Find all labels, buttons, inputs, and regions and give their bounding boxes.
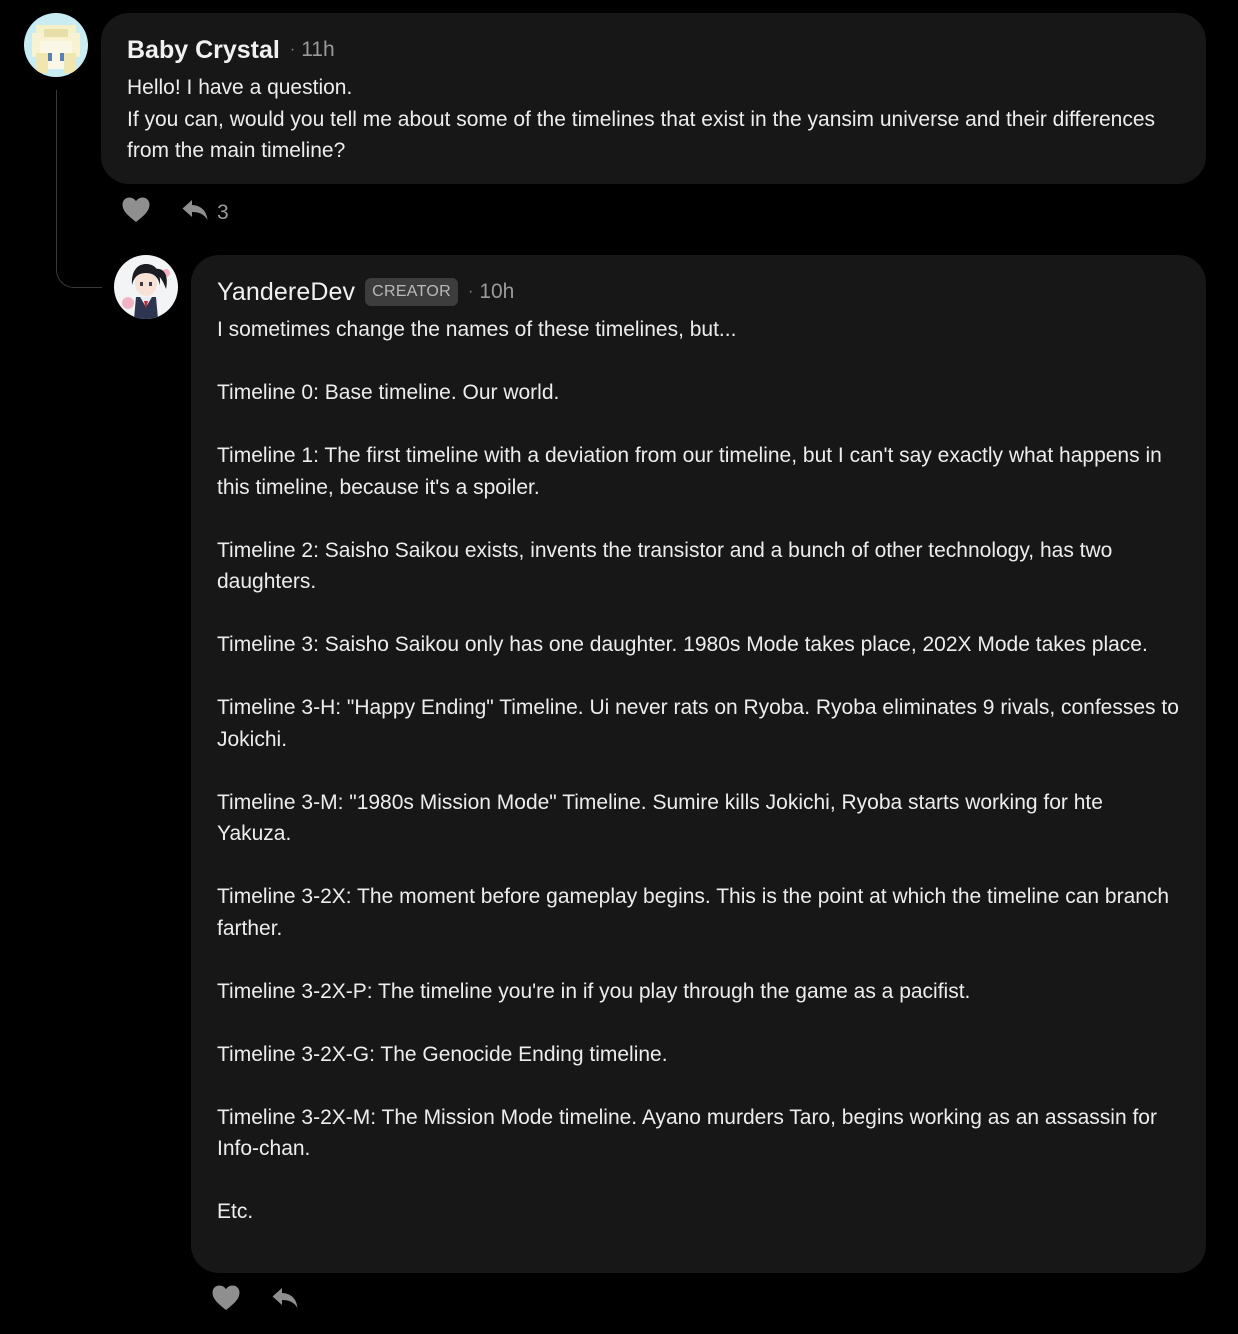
- avatar-yanderedev[interactable]: [114, 255, 178, 319]
- comment-text: Hello! I have a question. If you can, would you tell me about some of the timelines that exist in the yansim universe and their differences from the main timeline?: [127, 76, 1155, 162]
- separator-dot: ·: [467, 283, 474, 300]
- thread-connector-line: [56, 90, 102, 288]
- timestamp: 10h: [479, 280, 515, 303]
- heart-icon[interactable]: [211, 1284, 241, 1318]
- avatar-baby-crystal[interactable]: [24, 13, 88, 77]
- comment-header: [127, 34, 1180, 66]
- author-name[interactable]: YandereDev: [217, 277, 356, 306]
- heart-icon[interactable]: [121, 196, 151, 230]
- comment-bubble: [191, 255, 1206, 1273]
- separator-dot: ·: [289, 41, 296, 58]
- reply-icon[interactable]: [271, 1285, 299, 1317]
- comment-header: [217, 276, 1180, 308]
- comment-bubble: [101, 13, 1206, 184]
- comment-text: I sometimes change the names of these timelines, but... Timeline 0: Base timeline. Our world. Timeline 1: The first timeline with a deviation from our timeline, but I can't say exactly what happens in this timeline, because it's a spoiler. Timeline 2: Saisho Saikou exists, invents the transistor and a bunch of other technology, has two daughters. Timeline 3: Saisho Saikou only has one daughter. 1980s Mode takes place, 202X Mode takes place. Timeline 3-H: "Happy Ending" Timeline. Ui never rats on Ryoba. Ryoba eliminates 9 rivals, confesses to Jokichi. Timeline 3-M: "1980s Mission Mode" Timeline. Sumire kills Jokichi, Ryoba starts working for hte Yakuza. Timeline 3-2X: The moment before gameplay begins. This is the point at which the timeline can branch farther. Timeline 3-2X-P: The timeline you're in if you play through the game as a pacifist. Timeline 3-2X-G: The Genocide Ending timeline. Timeline 3-2X-M: The Mission Mode timeline. Ayano murders Taro, begins working as an assassin for Info-chan. Etc.: [217, 318, 1179, 1223]
- creator-badge: CREATOR: [365, 278, 458, 306]
- timestamp: 11h: [301, 38, 335, 61]
- comment-actions: [121, 196, 229, 230]
- anime-avatar-icon: [114, 255, 178, 319]
- reply-count[interactable]: 3: [217, 201, 229, 224]
- reply-icon[interactable]: [181, 197, 209, 229]
- comment-actions: [211, 1284, 299, 1318]
- author-name[interactable]: Baby Crystal: [127, 35, 280, 64]
- pixel-avatar-icon: [24, 13, 88, 77]
